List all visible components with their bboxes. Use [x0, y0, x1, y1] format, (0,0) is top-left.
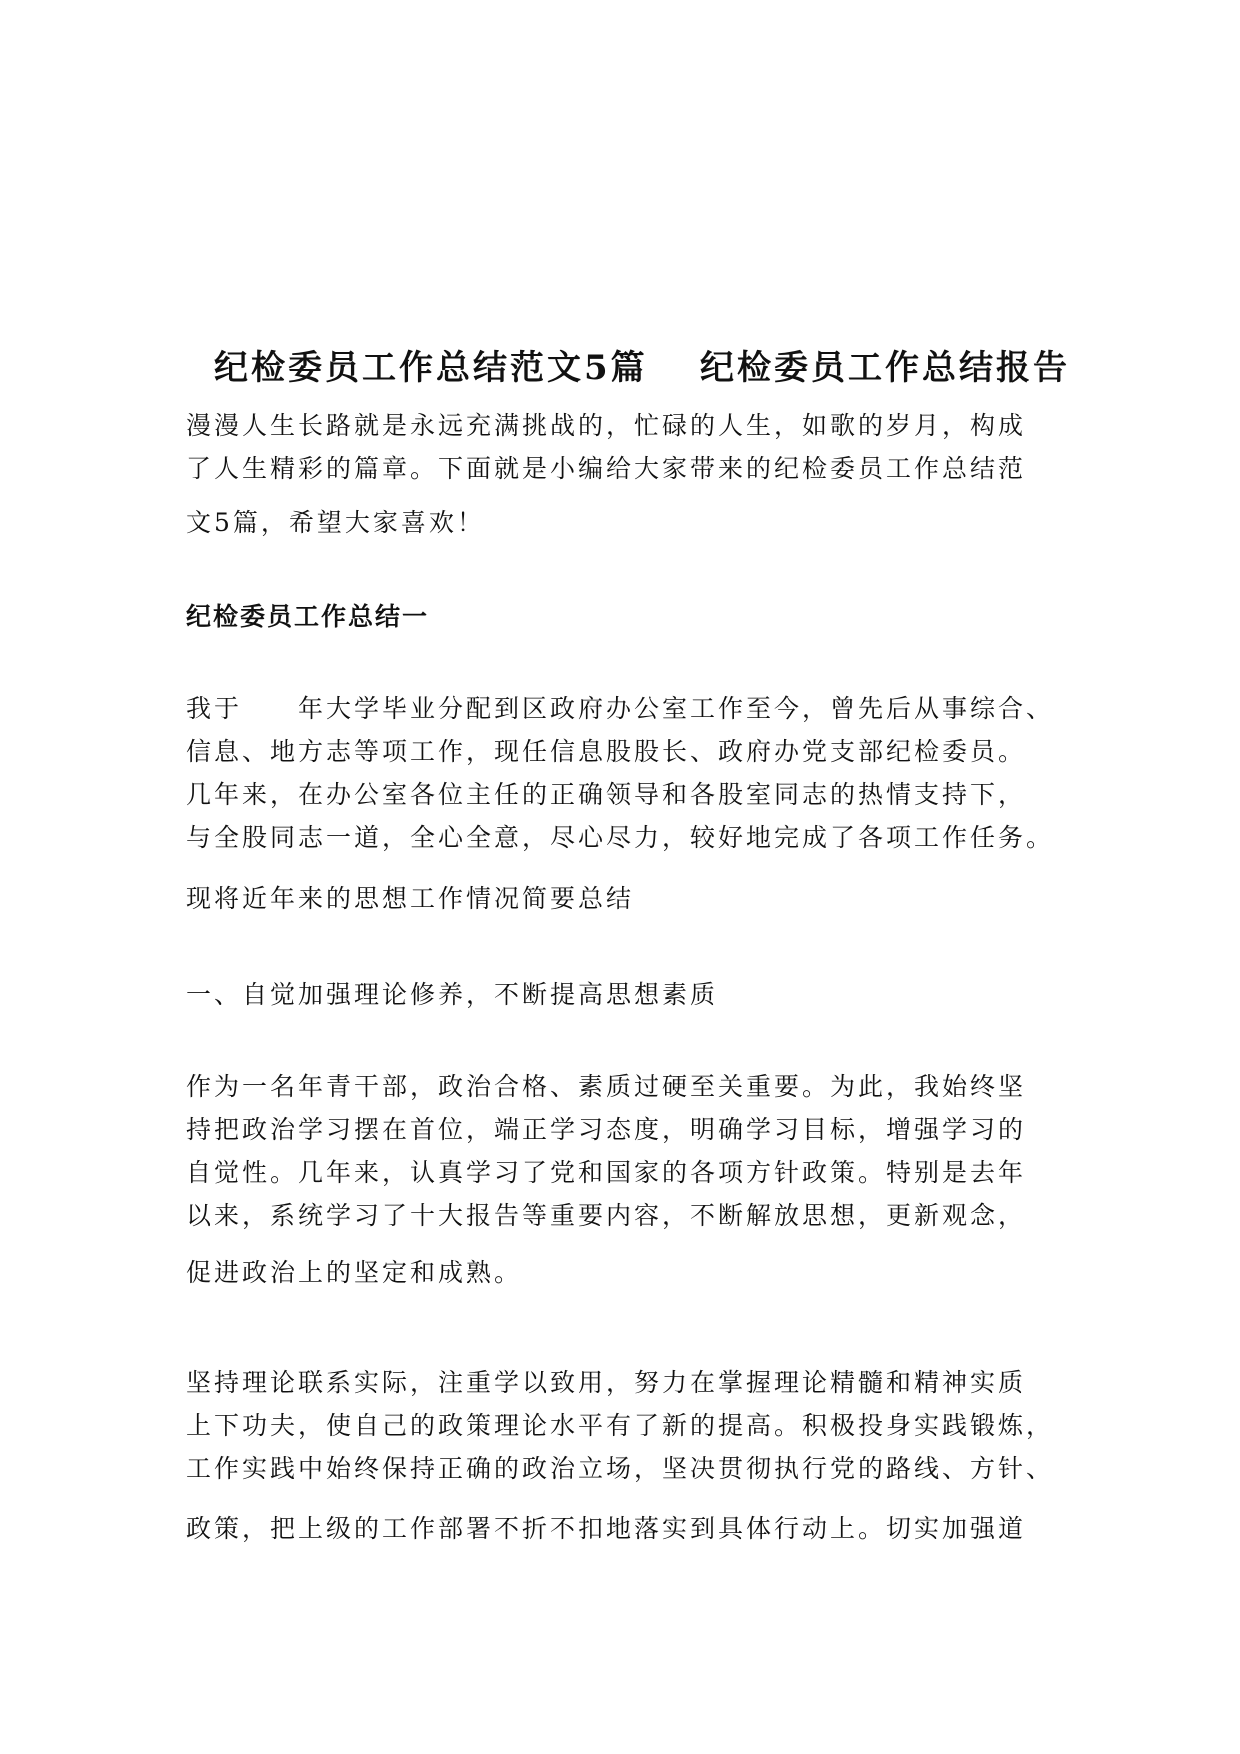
paragraph-line: 持把政治学习摆在首位，端正学习态度，明确学习目标，增强学习的 — [186, 1115, 1027, 1144]
paragraph-line: 我于 年大学毕业分配到区政府办公室工作至今，曾先后从事综合、 — [186, 694, 1055, 723]
document-title — [0, 340, 1240, 388]
section-heading: 纪检委员工作总结一 — [186, 602, 430, 631]
paragraph-line: 几年来，在办公室各位主任的正确领导和各股室同志的热情支持下， — [186, 780, 1027, 809]
sub-heading: 一、自觉加强理论修养，不断提高思想素质 — [186, 980, 719, 1009]
title-main: 纪检委员工作总结范文5篇 — [214, 348, 648, 388]
paragraph-line: 上下功夫，使自己的政策理论水平有了新的提高。积极投身实践锻炼， — [186, 1411, 1055, 1440]
paragraph-line: 政策，把上级的工作部署不折不扣地落实到具体行动上。切实加强道 — [186, 1514, 1027, 1543]
title-secondary: 纪检委员工作总结报告 — [700, 348, 1070, 388]
paragraph-line: 与全股同志一道，全心全意，尽心尽力，较好地完成了各项工作任务。 — [186, 823, 1055, 852]
paragraph-line: 工作实践中始终保持正确的政治立场，坚决贯彻执行党的路线、方针、 — [186, 1454, 1055, 1483]
paragraph-line: 自觉性。几年来，认真学习了党和国家的各项方针政策。特别是去年 — [186, 1158, 1027, 1187]
paragraph-line: 作为一名年青干部，政治合格、素质过硬至关重要。为此，我始终坚 — [186, 1072, 1027, 1101]
intro-line: 了人生精彩的篇章。下面就是小编给大家带来的纪检委员工作总结范 — [186, 454, 1027, 483]
intro-line: 文5篇，希望大家喜欢！ — [186, 508, 485, 537]
paragraph-line: 促进政治上的坚定和成熟。 — [186, 1258, 523, 1287]
paragraph-line: 信息、地方志等项工作，现任信息股股长、政府办党支部纪检委员。 — [186, 737, 1027, 766]
paragraph-line: 坚持理论联系实际，注重学以致用，努力在掌握理论精髓和精神实质 — [186, 1368, 1027, 1397]
paragraph-line: 以来，系统学习了十大报告等重要内容，不断解放思想，更新观念， — [186, 1201, 1027, 1230]
intro-line: 漫漫人生长路就是永远充满挑战的，忙碌的人生，如歌的岁月，构成 — [186, 411, 1027, 440]
summary-line: 现将近年来的思想工作情况简要总结 — [186, 884, 635, 913]
